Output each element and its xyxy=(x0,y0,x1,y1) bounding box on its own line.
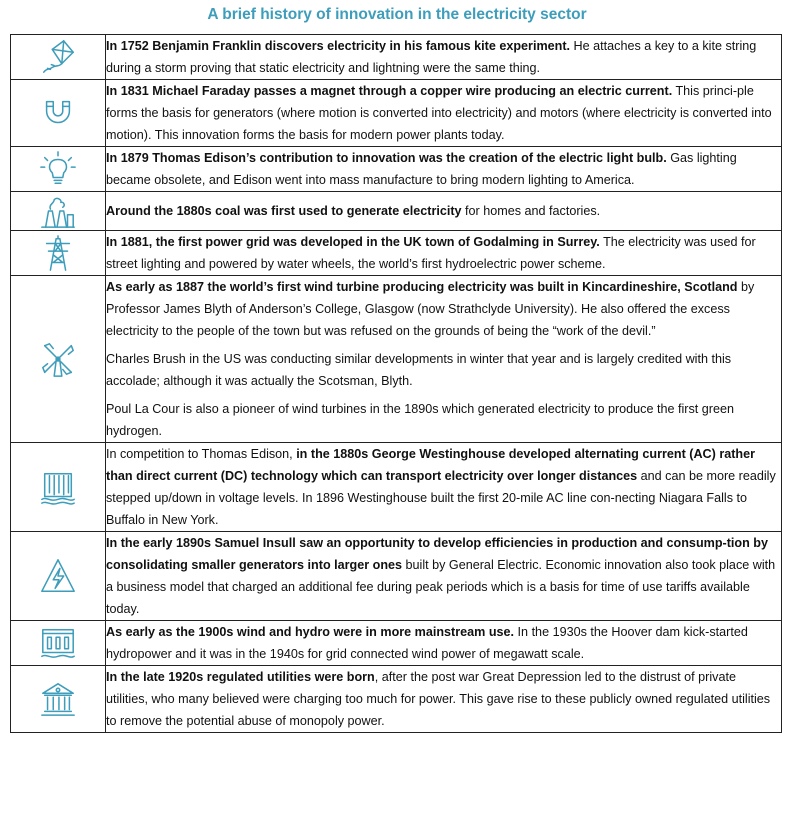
row-text-cell xyxy=(106,35,782,80)
row-icon-cell xyxy=(11,147,106,192)
paragraph-lead: In competition to Thomas Edison, xyxy=(106,447,297,461)
paragraph-body: Charles Brush in the US was conducting similar developments in winter that year and is largely credited with this accolade; although it was actually the Scotsman, Blyth. xyxy=(106,352,732,388)
hydro-dam-icon xyxy=(39,624,77,662)
paragraph-highlight: As early as 1887 the world’s first wind turbine producing electricity was built in Kincardineshire, Scotland xyxy=(106,280,738,294)
row-paragraph xyxy=(106,147,781,191)
row-icon-cell xyxy=(11,231,106,276)
row-text-cell xyxy=(106,80,782,147)
paragraph-body: and can be more readily stepped up/down in voltage levels. In 1896 Westinghouse built the first 20-mile AC line con-necting Niagara Falls to Buffalo in New York. xyxy=(106,469,776,527)
windmill-icon xyxy=(39,340,77,378)
row-paragraph xyxy=(106,443,781,531)
history-table xyxy=(10,34,782,733)
government-building-icon xyxy=(39,680,77,718)
paragraph-highlight: Around the 1880s coal was first used to generate electricity xyxy=(106,204,462,218)
row-icon-cell xyxy=(11,192,106,231)
row-paragraph xyxy=(106,35,781,79)
waterfall-icon xyxy=(39,468,77,506)
row-icon-cell xyxy=(11,276,106,443)
row-icon-cell xyxy=(11,443,106,532)
power-plant-icon xyxy=(39,192,77,230)
paragraph-highlight: In the late 1920s regulated utilities were born xyxy=(106,670,375,684)
row-text-cell xyxy=(106,276,782,443)
row-icon-cell xyxy=(11,621,106,666)
row-paragraph xyxy=(106,80,781,146)
paragraph-highlight: As early as the 1900s wind and hydro were in more mainstream use. xyxy=(106,625,515,639)
row-paragraph xyxy=(106,200,781,222)
paragraph-highlight: In 1881, the first power grid was developed in the UK town of Godalming in Surrey. xyxy=(106,235,600,249)
paragraph-body: The electricity was used for street lighting and powered by water wheels, the world’s first hydroelectric power scheme. xyxy=(106,235,756,271)
page-title: A brief history of innovation in the electricity sector xyxy=(207,6,587,23)
kite-icon xyxy=(39,38,77,76)
table-row xyxy=(11,666,782,733)
row-text-cell xyxy=(106,666,782,733)
table-row xyxy=(11,80,782,147)
row-text-cell xyxy=(106,443,782,532)
paragraph-body: He attaches a key to a kite string during a storm proving that static electricity and lightning were the same thing. xyxy=(106,39,757,75)
row-icon-cell xyxy=(11,532,106,621)
table-row xyxy=(11,192,782,231)
row-paragraph xyxy=(106,666,781,732)
paragraph-highlight: in the 1880s George Westinghouse developed alternating current (AC) rather than direct current (DC) technology which can transport electricity over longer distances xyxy=(106,447,756,483)
row-icon-cell xyxy=(11,35,106,80)
row-paragraph xyxy=(106,532,781,620)
row-paragraph xyxy=(106,621,781,665)
paragraph-body: Gas lighting became obsolete, and Edison went into mass manufacture to bring modern lighting to America. xyxy=(106,151,737,187)
row-icon-cell xyxy=(11,666,106,733)
row-icon-cell xyxy=(11,80,106,147)
table-row xyxy=(11,35,782,80)
high-voltage-icon xyxy=(39,557,77,595)
table-row xyxy=(11,532,782,621)
paragraph-body: Poul La Cour is also a pioneer of wind turbines in the 1890s which generated electricity to produce the first green hydrogen. xyxy=(106,402,734,438)
row-text-cell xyxy=(106,532,782,621)
row-text-cell xyxy=(106,231,782,276)
row-paragraph xyxy=(106,348,781,392)
table-row xyxy=(11,276,782,443)
paragraph-highlight: In 1752 Benjamin Franklin discovers electricity in his famous kite experiment. xyxy=(106,39,571,53)
row-paragraph xyxy=(106,276,781,342)
row-text-cell xyxy=(106,192,782,231)
paragraph-body: built by General Electric. Economic innovation also took place with a business model that charged an additional fee during peak periods which is a basis for time of use tariffs available today. xyxy=(106,558,776,616)
paragraph-highlight: In 1879 Thomas Edison’s contribution to innovation was the creation of the electric light bulb. xyxy=(106,151,667,165)
magnet-icon xyxy=(39,94,77,132)
paragraph-body: This princi-ple forms the basis for generators (where motion is converted into electricity) and motors (where electricity is converted into motion). This innovation forms the basis for modern power plants today. xyxy=(106,84,772,142)
row-paragraph xyxy=(106,398,781,442)
table-row xyxy=(11,443,782,532)
power-pylon-icon xyxy=(39,234,77,272)
paragraph-highlight: In the early 1890s Samuel Insull saw an opportunity to develop efficiencies in production and consump-tion by consolidating smaller generators into larger ones xyxy=(106,536,768,572)
paragraph-body: for homes and factories. xyxy=(461,204,601,218)
row-text-cell xyxy=(106,147,782,192)
table-row xyxy=(11,231,782,276)
table-row xyxy=(11,147,782,192)
row-paragraph xyxy=(106,231,781,275)
paragraph-body: , after the post war Great Depression led to the distrust of private utilities, who many believed were charging too much for power. This gave rise to these publicly owned regulated utilities to remove the potential abuse of monopoly power. xyxy=(106,670,771,728)
row-text-cell xyxy=(106,621,782,666)
light-bulb-icon xyxy=(39,150,77,188)
table-row xyxy=(11,621,782,666)
paragraph-body: In the 1930s the Hoover dam kick-started hydropower and it was in the 1940s for grid connected wind power of megawatt scale. xyxy=(106,625,748,661)
paragraph-highlight: In 1831 Michael Faraday passes a magnet through a copper wire producing an electric current. xyxy=(106,84,673,98)
paragraph-body: by Professor James Blyth of Anderson’s College, Glasgow (now Strathclyde University). He also offered the excess electricity to the people of the town but was refused on the grounds of being the “work of the devil.” xyxy=(106,280,755,338)
